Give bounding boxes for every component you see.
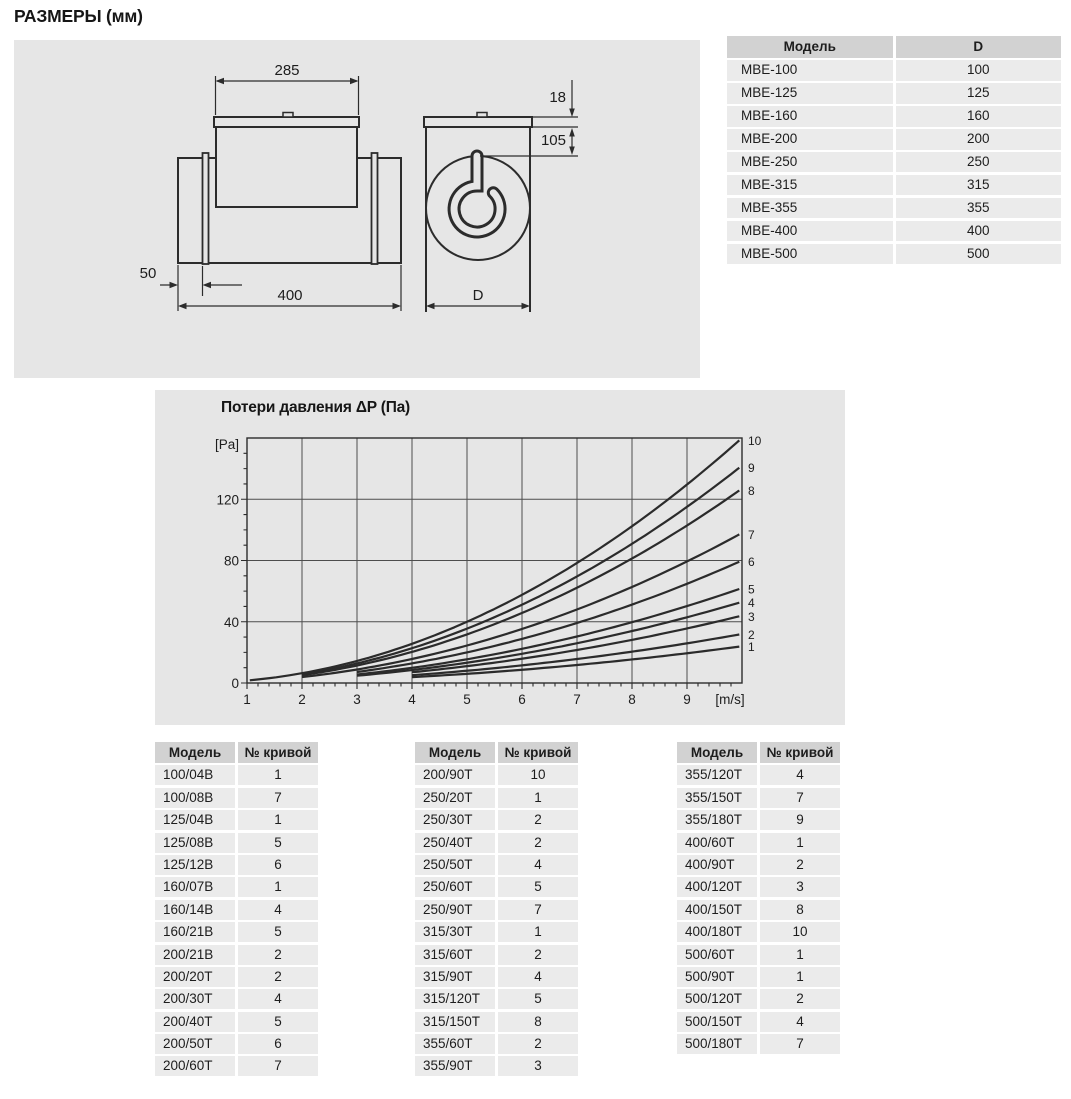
value-cell: 2 — [498, 945, 578, 965]
value-cell: 1 — [238, 765, 318, 785]
model-cell: 400/120Т — [677, 877, 757, 897]
value-cell: 10 — [498, 765, 578, 785]
dim-400: 400 — [277, 287, 303, 304]
value-cell: 2 — [498, 810, 578, 830]
column-header: № кривой — [498, 742, 578, 763]
value-cell: 2 — [238, 967, 318, 987]
model-cell: 250/60Т — [415, 877, 495, 897]
value-cell: 2 — [238, 945, 318, 965]
curve-4 — [357, 603, 739, 676]
model-cell: 200/60Т — [155, 1056, 235, 1076]
value-cell: 400 — [896, 221, 1062, 242]
x-tick-label: 6 — [518, 692, 526, 707]
value-cell: 2 — [760, 989, 840, 1009]
value-cell: 5 — [238, 922, 318, 942]
column-header: № кривой — [238, 742, 318, 763]
curve-label-5: 5 — [748, 582, 755, 597]
value-cell: 7 — [760, 1034, 840, 1054]
x-tick-label: 1 — [243, 692, 251, 707]
curve-2 — [412, 635, 739, 676]
model-cell: 500/120Т — [677, 989, 757, 1009]
x-axis-unit: [m/s] — [715, 692, 745, 707]
dim-18: 18 — [549, 89, 566, 106]
x-tick-label: 7 — [573, 692, 581, 707]
model-cell: 400/150Т — [677, 900, 757, 920]
curve-label-2: 2 — [748, 627, 755, 642]
model-cell: 400/90Т — [677, 855, 757, 875]
column-header: № кривой — [760, 742, 840, 763]
model-cell: 315/60Т — [415, 945, 495, 965]
model-cell: 100/08В — [155, 788, 235, 808]
value-cell: 355 — [896, 198, 1062, 219]
model-cell: МВЕ-315 — [727, 175, 893, 196]
model-cell: 100/04В — [155, 765, 235, 785]
value-cell: 2 — [760, 855, 840, 875]
model-cell: 200/50Т — [155, 1034, 235, 1054]
pressure-loss-chart-panel — [155, 390, 845, 725]
model-cell: 250/20Т — [415, 788, 495, 808]
model-cell: МВЕ-125 — [727, 83, 893, 104]
front-lid-knob — [477, 113, 487, 118]
value-cell: 4 — [760, 765, 840, 785]
value-cell: 4 — [498, 855, 578, 875]
curve-label-1: 1 — [748, 640, 755, 655]
value-cell: 1 — [498, 788, 578, 808]
model-cell: 200/21В — [155, 945, 235, 965]
value-cell: 315 — [896, 175, 1062, 196]
y-tick-label: 40 — [223, 614, 239, 630]
dim-50: 50 — [139, 265, 157, 282]
curve-label-4: 4 — [748, 596, 755, 611]
value-cell: 1 — [238, 810, 318, 830]
value-cell: 100 — [896, 60, 1062, 81]
value-cell: 9 — [760, 810, 840, 830]
model-cell: 250/90Т — [415, 900, 495, 920]
model-cell: МВЕ-160 — [727, 106, 893, 127]
model-cell: МВЕ-250 — [727, 152, 893, 173]
model-cell: 315/90Т — [415, 967, 495, 987]
model-cell: 315/120Т — [415, 989, 495, 1009]
front-lid — [424, 117, 532, 127]
value-cell: 4 — [238, 900, 318, 920]
right-flange — [372, 153, 378, 264]
model-cell: 250/40Т — [415, 833, 495, 853]
value-cell: 3 — [760, 877, 840, 897]
value-cell: 7 — [760, 788, 840, 808]
model-cell: 315/150Т — [415, 1012, 495, 1032]
page-title: РАЗМЕРЫ (мм) — [14, 6, 143, 26]
left-flange — [203, 153, 209, 264]
x-tick-label: 2 — [298, 692, 306, 707]
model-cell: 200/90Т — [415, 765, 495, 785]
model-cell: 500/150Т — [677, 1012, 757, 1032]
front-view — [424, 113, 532, 313]
model-cell: 160/07В — [155, 877, 235, 897]
x-tick-label: 5 — [463, 692, 471, 707]
model-cell: 200/40Т — [155, 1012, 235, 1032]
model-cell: МВЕ-200 — [727, 129, 893, 150]
model-cell: 125/12В — [155, 855, 235, 875]
value-cell: 4 — [498, 967, 578, 987]
value-cell: 5 — [498, 989, 578, 1009]
value-cell: 10 — [760, 922, 840, 942]
model-diameter-table — [727, 36, 1061, 264]
value-cell: 6 — [238, 1034, 318, 1054]
column-header: D — [896, 36, 1062, 58]
value-cell: 5 — [498, 877, 578, 897]
model-cell: МВЕ-100 — [727, 60, 893, 81]
value-cell: 500 — [896, 244, 1062, 265]
x-tick-label: 3 — [353, 692, 361, 707]
value-cell: 160 — [896, 106, 1062, 127]
value-cell: 5 — [238, 1012, 318, 1032]
model-cell: 200/20Т — [155, 967, 235, 987]
y-axis-unit: [Pa] — [214, 437, 239, 452]
model-cell: 160/21В — [155, 922, 235, 942]
y-tick-label: 0 — [231, 676, 239, 691]
value-cell: 7 — [238, 788, 318, 808]
dimension-drawing-panel — [14, 40, 700, 378]
curve-label-6: 6 — [748, 555, 755, 570]
column-header: Модель — [155, 742, 235, 763]
model-cell: 160/14В — [155, 900, 235, 920]
model-cell: МВЕ-400 — [727, 221, 893, 242]
value-cell: 1 — [760, 833, 840, 853]
curve-table-1 — [155, 742, 318, 1076]
curve-label-8: 8 — [748, 483, 755, 498]
y-tick-label: 80 — [223, 553, 239, 569]
value-cell: 7 — [238, 1056, 318, 1076]
terminal-box-lid — [214, 117, 359, 127]
model-cell: 400/180Т — [677, 922, 757, 942]
value-cell: 6 — [238, 855, 318, 875]
value-cell: 1 — [760, 967, 840, 987]
curve-label-9: 9 — [748, 461, 755, 476]
lid-knob — [283, 113, 293, 118]
model-cell: 250/50Т — [415, 855, 495, 875]
value-cell: 1 — [498, 922, 578, 942]
model-cell: 125/08В — [155, 833, 235, 853]
curve-label-10: 10 — [748, 433, 762, 448]
model-cell: 355/180Т — [677, 810, 757, 830]
model-cell: МВЕ-500 — [727, 244, 893, 265]
column-header: Модель — [415, 742, 495, 763]
model-cell: МВЕ-355 — [727, 198, 893, 219]
side-view — [178, 113, 401, 265]
value-cell: 4 — [238, 989, 318, 1009]
curve-8 — [302, 491, 739, 676]
x-tick-label: 9 — [683, 692, 691, 707]
curve-9 — [302, 468, 739, 675]
chart-title: Потери давления ΔP (Па) — [221, 399, 411, 416]
value-cell: 8 — [760, 900, 840, 920]
curve-table-2 — [415, 742, 578, 1076]
model-cell: 315/30Т — [415, 922, 495, 942]
value-cell: 5 — [238, 833, 318, 853]
curve-label-7: 7 — [748, 527, 755, 542]
value-cell: 2 — [498, 833, 578, 853]
model-cell: 500/180Т — [677, 1034, 757, 1054]
value-cell: 1 — [238, 877, 318, 897]
pressure-loss-chart — [155, 390, 845, 725]
value-cell: 200 — [896, 129, 1062, 150]
model-cell: 400/60Т — [677, 833, 757, 853]
y-tick-label: 120 — [216, 492, 239, 508]
model-cell: 355/60Т — [415, 1034, 495, 1054]
model-cell: 355/90Т — [415, 1056, 495, 1076]
model-cell: 500/60Т — [677, 945, 757, 965]
model-cell: 355/150Т — [677, 788, 757, 808]
column-header: Модель — [727, 36, 893, 58]
value-cell: 7 — [498, 900, 578, 920]
axis-ticks — [241, 453, 731, 689]
value-cell: 1 — [760, 945, 840, 965]
model-cell: 125/04В — [155, 810, 235, 830]
terminal-box — [216, 127, 357, 207]
x-tick-label: 8 — [628, 692, 636, 707]
curve-table-3 — [677, 742, 840, 1054]
model-cell: 355/120Т — [677, 765, 757, 785]
curve-label-3: 3 — [748, 609, 755, 624]
value-cell: 125 — [896, 83, 1062, 104]
model-cell: 250/30Т — [415, 810, 495, 830]
value-cell: 2 — [498, 1034, 578, 1054]
column-header: Модель — [677, 742, 757, 763]
model-cell: 200/30Т — [155, 989, 235, 1009]
value-cell: 3 — [498, 1056, 578, 1076]
value-cell: 8 — [498, 1012, 578, 1032]
heating-element-core — [454, 156, 500, 232]
dim-285: 285 — [274, 62, 300, 79]
dimension-drawing — [14, 40, 700, 378]
dim-105: 105 — [540, 132, 566, 149]
value-cell: 4 — [760, 1012, 840, 1032]
value-cell: 250 — [896, 152, 1062, 173]
dim-D: D — [472, 287, 484, 304]
model-cell: 500/90Т — [677, 967, 757, 987]
x-tick-label: 4 — [408, 692, 416, 707]
